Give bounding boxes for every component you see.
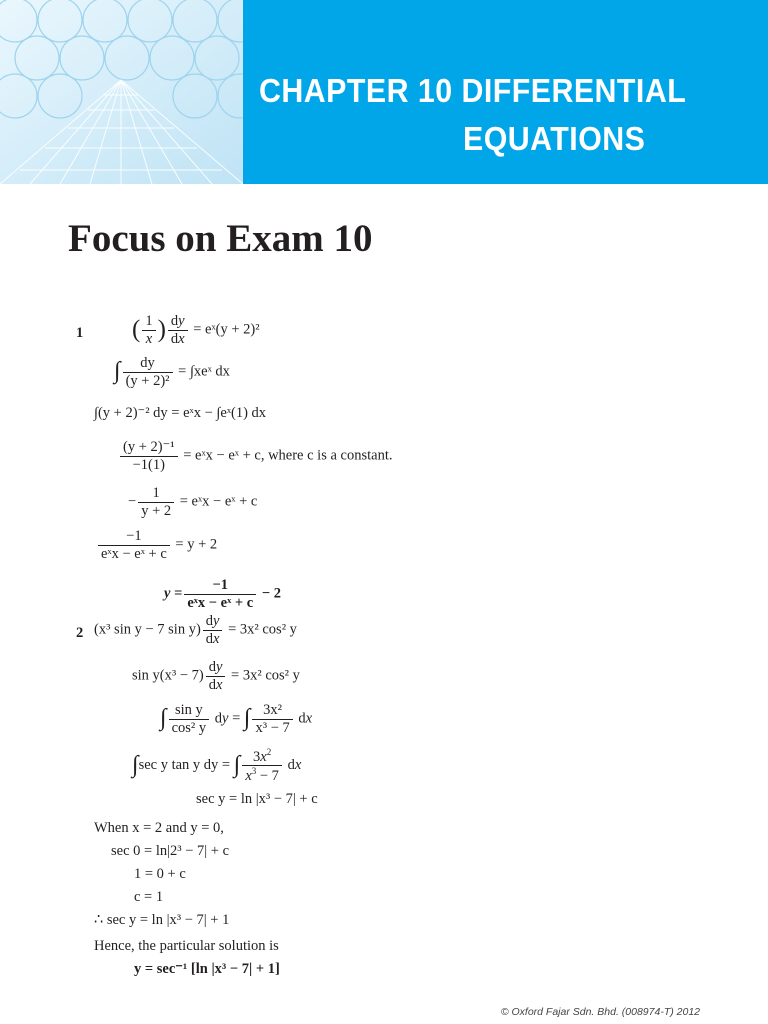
q2-step-3: c = 1 — [134, 889, 164, 905]
q2-line-3: ∫ $\frac{\text{sin y}}{\text{cos² y}}$ dy = ∫ $\frac{\text{3x²}}{\text{x³ − 7}}$ dx — [160, 702, 313, 736]
q1-line-5: − $\frac{1}{y + 2}$ = eˣx − eˣ + c — [128, 485, 258, 519]
copyright-footer: © Oxford Fajar Sdn. Bhd. (008974-T) 2012 — [500, 1006, 700, 1018]
q1-line-5-num: 1 — [138, 486, 174, 503]
q1-line-4-den: −1(1) — [132, 456, 165, 473]
chapter-title-line-2: EQUATIONS — [463, 120, 646, 157]
decorative-circles-graphic — [0, 0, 243, 184]
question-1-number: 1 — [76, 325, 84, 341]
page-heading: Focus on Exam 10 — [68, 217, 373, 260]
q1-answer-rhs: − 2 — [261, 585, 281, 602]
q2-line-3-den2: x³ − 7 — [255, 719, 290, 736]
q1-line-6-den: eˣx − eˣ + c — [101, 545, 167, 562]
q1-line-4 — [118, 440, 392, 472]
q2-line-3-num2: 3x² — [252, 703, 292, 720]
q2-line-1: (x³ sin y − 7 sin y) $\frac{dy}{dx}$ = 3x² cos² y — [94, 613, 297, 647]
q1-line-2-num: dy — [123, 356, 173, 373]
q1-line-1: ( $\frac{1}{x}$ ) $\frac{dy}{dx}$ = eˣ(y + 2)² — [132, 313, 260, 347]
q1-line-4-rhs: = eˣx − eˣ + c, where c is a constant. — [183, 447, 393, 464]
q1-line-6-rhs: = y + 2 — [175, 536, 218, 553]
question-2-number: 2 — [76, 625, 84, 641]
q1-line-5-den: y + 2 — [141, 502, 172, 519]
q2-line-1-lhs: (x³ sin y − 7 sin y) — [94, 621, 201, 638]
q2-line-1-rhs: = 3x² cos² y — [228, 621, 297, 638]
q2-step-4: ∴ sec y = ln |x³ − 7| + 1 — [94, 912, 230, 928]
q2-step-2: 1 = 0 + c — [134, 866, 186, 882]
q1-line-3: ∫(y + 2)⁻² dy = eˣx − ∫eˣ(1) dx — [94, 405, 267, 421]
q2-line-2: sin y(x³ − 7) $\frac{dy}{dx}$ = 3x² cos² y — [132, 659, 300, 693]
q2-hence: Hence, the particular solution is — [94, 938, 279, 954]
q1-line-6 — [96, 529, 217, 561]
q2-line-3-den: cos² y — [171, 719, 207, 736]
q2-line-2-rhs: = 3x² cos² y — [231, 667, 300, 684]
q2-line-4: ∫sec y tan y dy = ∫ $\frac{3x^2}{x^3 - 7}$ dx — [132, 747, 302, 785]
q1-answer-num: −1 — [184, 578, 256, 595]
chapter-banner-artwork — [0, 0, 243, 184]
q2-line-4-lhs: sec y tan y dy = — [138, 757, 231, 774]
q2-line-3-num: sin y — [169, 703, 210, 720]
q2-line-5: sec y = ln |x³ − 7| + c — [196, 791, 318, 807]
q1-answer: y = $\frac{-1}{\text{eˣx − eˣ + c}}$ − 2 — [164, 577, 281, 611]
q1-answer-den: eˣx − eˣ + c — [187, 594, 254, 611]
q2-line-2-lhs: sin y(x³ − 7) — [132, 667, 204, 684]
q2-when: When x = 2 and y = 0, — [94, 820, 224, 836]
q1-line-2-den: (y + 2)² — [125, 372, 170, 389]
q1-line-4-num: (y + 2)⁻¹ — [120, 440, 178, 457]
q1-line-2: ∫ $\frac{dy}{\text{(y + 2)²}}$ = ∫xeˣ dx — [114, 355, 230, 389]
q1-line-6-num: −1 — [98, 529, 170, 546]
q1-line-5-rhs: = eˣx − eˣ + c — [179, 493, 258, 510]
chapter-title-line-1: CHAPTER 10 DIFFERENTIAL — [259, 72, 687, 109]
q1-line-1-rhs: = eˣ(y + 2)² — [193, 321, 260, 338]
q2-final-answer: y = sec⁻¹ [ln |x³ − 7| + 1] — [134, 961, 280, 977]
q1-line-2-rhs: = ∫xeˣ dx — [178, 363, 230, 380]
q2-step-1: sec 0 = ln|2³ − 7| + c — [111, 843, 230, 859]
